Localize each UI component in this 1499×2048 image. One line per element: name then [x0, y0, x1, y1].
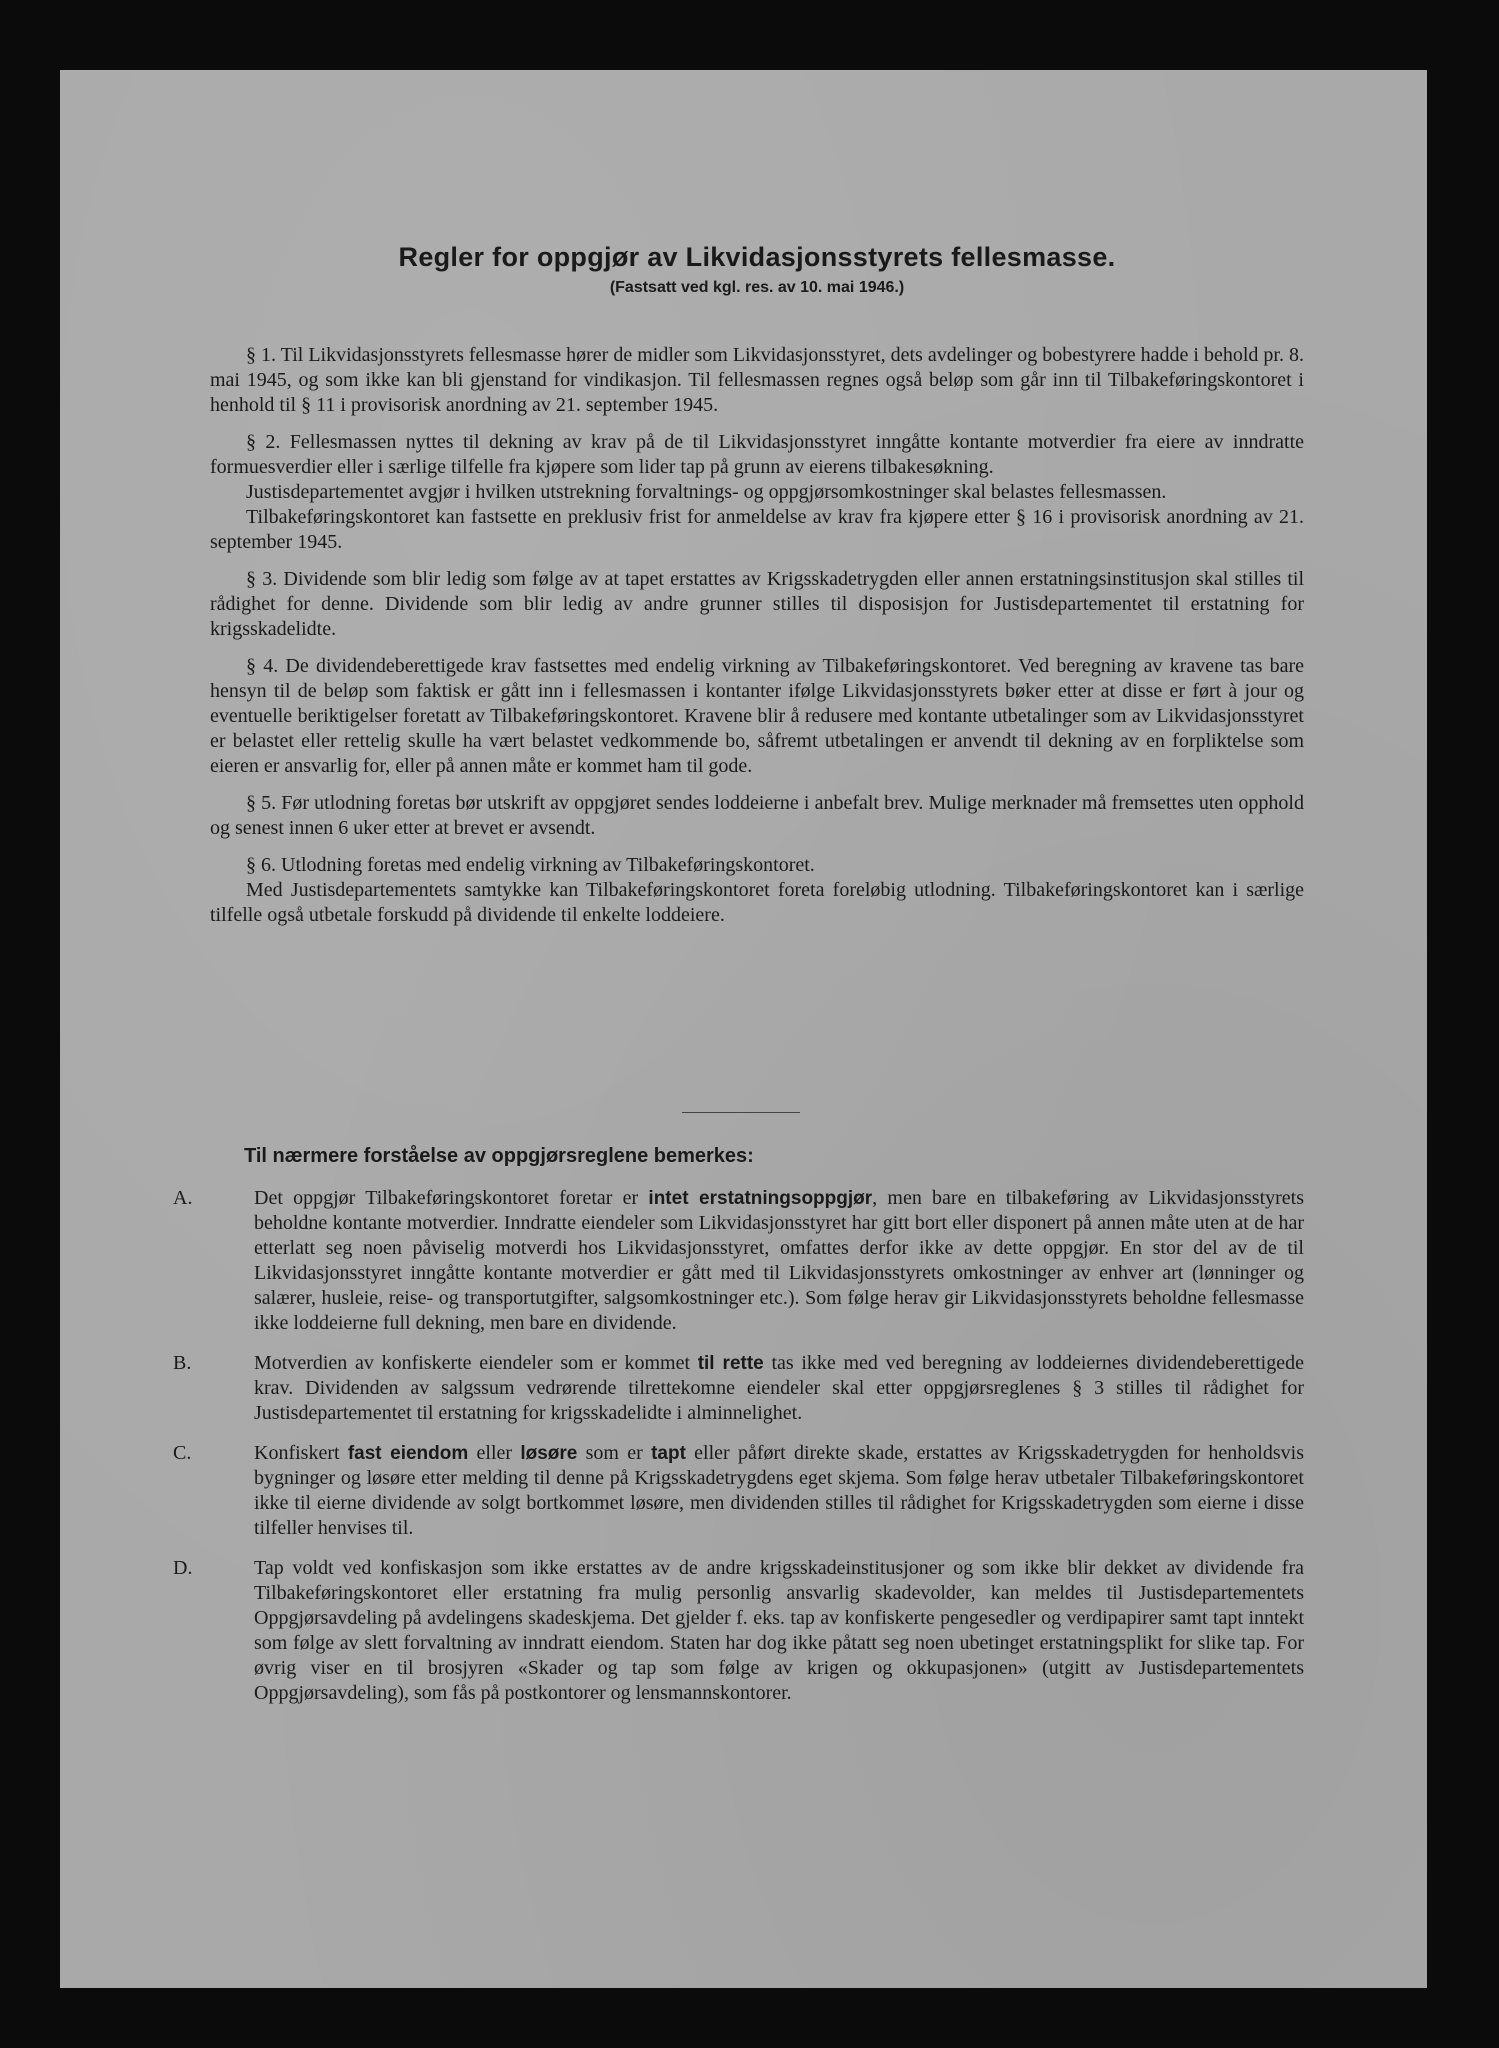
document-subtitle: (Fastsatt ved kgl. res. av 10. mai 1946.) [609, 279, 905, 296]
section-paragraph: § 3. Dividende som blir ledig som følge av at tapet erstattes av Krigsskadetrygden eller annen erstatningsinstitusjon skal stilles til rådighet for denne. Dividende som blir ledig av andre grunner stilles til disposisjon for Justisdepartementet til erstatning for krigsskadelidte. [210, 568, 1304, 640]
note-text-run: som er [577, 1442, 652, 1464]
note-letter: B. [173, 1352, 192, 1374]
section-paragraph: § 6. Utlodning foretas med endelig virkning av Tilbakeføringskontoret. [246, 854, 815, 876]
note-text [254, 1442, 1304, 1539]
note-letter: D. [173, 1557, 193, 1579]
section-divider [682, 1112, 800, 1113]
section-5 [210, 791, 1304, 841]
emphasis-text: løsøre [520, 1443, 578, 1464]
document-title: Regler for oppgjør av Likvidasjonsstyrets fellesmasse. [398, 242, 1116, 272]
note-text-run: , men bare en tilbakeføring av Likvidasjonsstyrets beholdne kontante motverdier. Inndratte eiendeler som Likvidasjonsstyret har gitt bort eller disponert på annen måte uten at de har etterlatt seg noen påviselig motverdi hos Likvidasjonsstyret, omfattes derfor ikke av dette oppgjør. En stor del av de til Likvidasjonsstyret inngåtte kontante motverdier er gått med til Likvidasjonsstyrets omkostninger av enhver art (lønninger og salærer, husleie, reise- og transportutgifter, salgsomkostninger etc.). Som følge herav gir Likvidasjonsstyrets beholdne fellesmasse ikke loddeierne full dekning, men bare en dividende. [254, 1187, 1304, 1334]
note-text-run: eller [468, 1442, 521, 1464]
note-text [254, 1557, 1304, 1704]
emphasis-text: til rette [697, 1353, 764, 1374]
section-2 [210, 430, 1304, 555]
section-6 [210, 853, 1304, 928]
section-paragraph: Justisdepartementet avgjør i hvilken utstrekning forvaltnings- og oppgjørsomkostninger skal belastes fellesmassen. [246, 481, 1167, 503]
note-text-run: tas ikke med ved beregning av loddeiernes dividendeberettigede krav. Dividenden av salgssum vedrørende tilrettekomne eiendeler skal etter oppgjørsreglenes § 3 stilles til rådighet for Justisdepartementet til erstatning for krigsskadelidte i alminnelighet. [254, 1352, 1304, 1424]
section-paragraph: § 5. Før utlodning foretas bør utskrift av oppgjøret sendes loddeierne i anbefalt brev. Mulige merknader må fremsettes uten opphold og senest innen 6 uker etter at brevet er avsendt. [210, 792, 1304, 839]
note-text [254, 1352, 1304, 1424]
section-paragraph: § 1. Til Likvidasjonsstyrets fellesmasse hører de midler som Likvidasjonsstyret, dets avdelinger og bobestyrere hadde i behold pr. 8. mai 1945, og som ikke kan bli gjenstand for vindikasjon. Til fellesmassen regnes også beløp som går inn til Tilbakeføringskontoret i henhold til § 11 i provisorisk anordning av 21. september 1945. [210, 344, 1304, 416]
note-letter: C. [173, 1442, 192, 1464]
section-paragraph: § 4. De dividendeberettigede krav fastsettes med endelig virkning av Tilbakeføringskontoret. Ved beregning av kravene tas bare hensyn til de beløp som faktisk er gått inn i fellesmassen i kontanter ifølge Likvidasjonsstyrets bøker etter at disse er ført à jour og eventuelle beriktigelser foretatt av Tilbakeføringskontoret. Kravene blir å redusere med kontante utbetalinger som av Likvidasjonsstyret er belastet eller rettelig skulle ha vært belastet vedkommende bo, såfremt utbetalingen er anvendt til dekning av en forpliktelse som eieren er ansvarlig for, eller på annen måte er kommet ham til gode. [210, 655, 1304, 777]
section-paragraph: Med Justisdepartementets samtykke kan Tilbakeføringskontoret foreta foreløbig utlodning. Tilbakeføringskontoret kan i særlige tilfelle også utbetale forskudd på dividende til enkelte loddeiere. [210, 879, 1304, 926]
section-1 [210, 343, 1304, 418]
rules-sections [210, 343, 1304, 928]
section-3 [210, 567, 1304, 642]
note-item [173, 1556, 1304, 1706]
notes-heading: Til nærmere forståelse av oppgjørsreglene bemerkes: [244, 1145, 754, 1167]
section-paragraph: Tilbakeføringskontoret kan fastsette en preklusiv frist for anmeldelse av krav fra kjøpere etter § 16 i provisorisk anordning av 21. september 1945. [210, 506, 1304, 553]
note-letter: A. [173, 1187, 193, 1209]
note-text-run: Det oppgjør Tilbakeføringskontoret foretar er [254, 1187, 649, 1209]
section-4 [210, 654, 1304, 779]
note-item [173, 1441, 1304, 1541]
note-item [173, 1351, 1304, 1426]
note-text-run: Motverdien av konfiskerte eiendeler som er kommet [254, 1352, 698, 1374]
note-item [173, 1186, 1304, 1336]
notes-list [173, 1186, 1304, 1721]
note-text [254, 1187, 1304, 1334]
note-text-run: Konfiskert [254, 1442, 348, 1464]
note-text-run: Tap voldt ved konfiskasjon som ikke erstattes av de andre krigsskadeinstitusjoner og som ikke blir dekket av dividende fra Tilbakeføringskontoret eller erstatning fra mulig personlig ansvarlig skadevolder, kan meldes til Justisdepartementets Oppgjørsavdeling på avdelingens skadeskjema. Det gjelder f. eks. tap av konfiskerte pengesedler og verdipapirer samt tapt inntekt som følge av slett forvaltning av inndratt eiendom. Staten har dog ikke påtatt seg noen ubetinget erstatningsplikt for slike tap. For øvrig viser en til brosjyren «Skader og tap som følge av krigen og okkupasjonen» (utgitt av Justisdepartementets Oppgjørsavdeling), som fås på postkontorer og lensmannskontorer. [254, 1557, 1304, 1704]
section-paragraph: § 2. Fellesmassen nyttes til dekning av krav på de til Likvidasjonsstyret inngåtte kontante motverdier fra eiere av inndratte formuesverdier eller i særlige tilfelle fra kjøpere som lider tap på grunn av eierens tilbakesøkning. [210, 431, 1304, 478]
emphasis-text: tapt [651, 1443, 686, 1464]
emphasis-text: fast eiendom [347, 1443, 469, 1464]
document-page [60, 70, 1427, 1988]
emphasis-text: intet erstatningsoppgjør [648, 1188, 873, 1209]
note-text-run: eller påført direkte skade, erstattes av Krigsskadetrygden for henholdsvis bygninger og løsøre etter melding til denne på Krigsskadetrygdens eget skjema. Som følge herav utbetaler Tilbakeføringskontoret ikke til eierne dividende av solgt bortkommet løsøre, men dividenden stilles til rådighet for Krigsskadetrygden som eierne i disse tilfeller henvises til. [254, 1442, 1304, 1539]
